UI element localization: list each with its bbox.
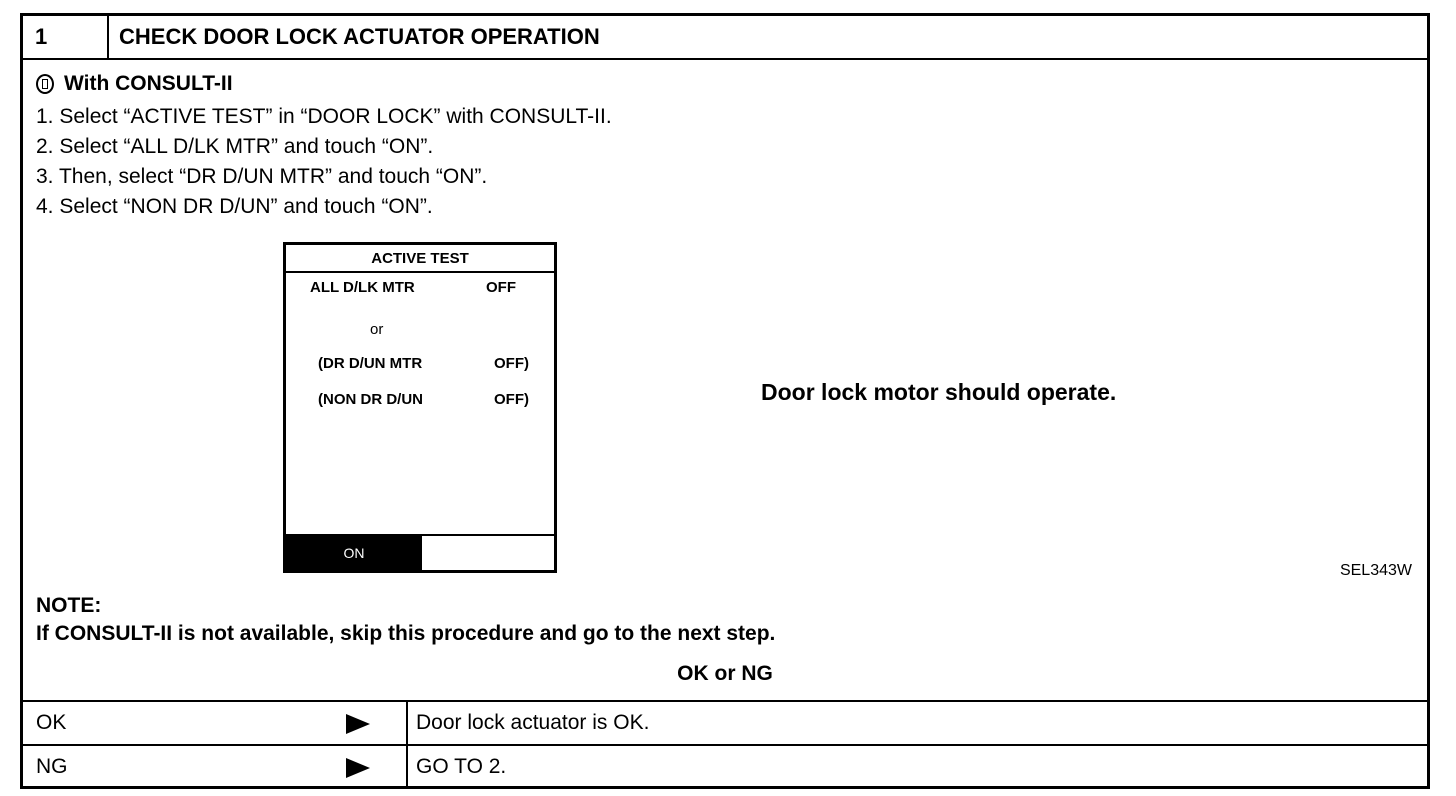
outcome-text: Door lock actuator is OK. bbox=[416, 711, 650, 734]
with-consult-label: With CONSULT-II bbox=[64, 72, 233, 95]
arrow-right-icon bbox=[346, 758, 370, 778]
screen-button-bar bbox=[286, 534, 554, 570]
screen-row-label: (NON DR D/UN bbox=[318, 391, 423, 408]
expected-result: Door lock motor should operate. bbox=[761, 379, 1117, 405]
instruction-step: 2. Select “ALL D/LK MTR” and touch “ON”. bbox=[36, 135, 434, 158]
note-label: NOTE: bbox=[36, 594, 102, 617]
outcome-row-ng bbox=[23, 744, 1427, 788]
consult-icon bbox=[36, 74, 54, 94]
step-number: 1 bbox=[23, 16, 109, 58]
screen-row-value: OFF bbox=[486, 279, 516, 296]
on-button[interactable]: ON bbox=[286, 536, 422, 570]
screen-row-label: ALL D/LK MTR bbox=[310, 279, 415, 296]
outcome-row-ok bbox=[23, 700, 1427, 744]
screen-row-label: (DR D/UN MTR bbox=[318, 355, 423, 372]
ok-or-ng-label: OK or NG bbox=[677, 662, 773, 685]
instruction-step: 1. Select “ACTIVE TEST” in “DOOR LOCK” with CONSULT-II. bbox=[36, 105, 612, 128]
instruction-step: 4. Select “NON DR D/UN” and touch “ON”. bbox=[36, 195, 433, 218]
outcome-text: GO TO 2. bbox=[416, 755, 507, 778]
row-divider bbox=[406, 746, 408, 788]
step-title: CHECK DOOR LOCK ACTUATOR OPERATION bbox=[119, 24, 600, 49]
instruction-step: 3. Then, select “DR D/UN MTR” and touch “ON”. bbox=[36, 165, 488, 188]
screen-row-value: OFF) bbox=[494, 391, 529, 408]
screen-or-text: or bbox=[370, 321, 384, 338]
outcome-label: OK bbox=[36, 711, 67, 734]
procedure-table bbox=[20, 13, 1430, 789]
note-text: If CONSULT-II is not available, skip this procedure and go to the next step. bbox=[36, 622, 776, 645]
step-header bbox=[23, 16, 1427, 60]
figure-reference: SEL343W bbox=[1339, 562, 1412, 579]
with-consult-heading bbox=[36, 72, 233, 96]
instruction-list bbox=[36, 102, 612, 222]
arrow-right-icon bbox=[346, 714, 370, 734]
outcome-label: NG bbox=[36, 755, 68, 778]
row-divider bbox=[406, 702, 408, 744]
active-test-screen bbox=[283, 242, 557, 573]
screen-title: ACTIVE TEST bbox=[286, 245, 554, 273]
screen-row-value: OFF) bbox=[494, 355, 529, 372]
